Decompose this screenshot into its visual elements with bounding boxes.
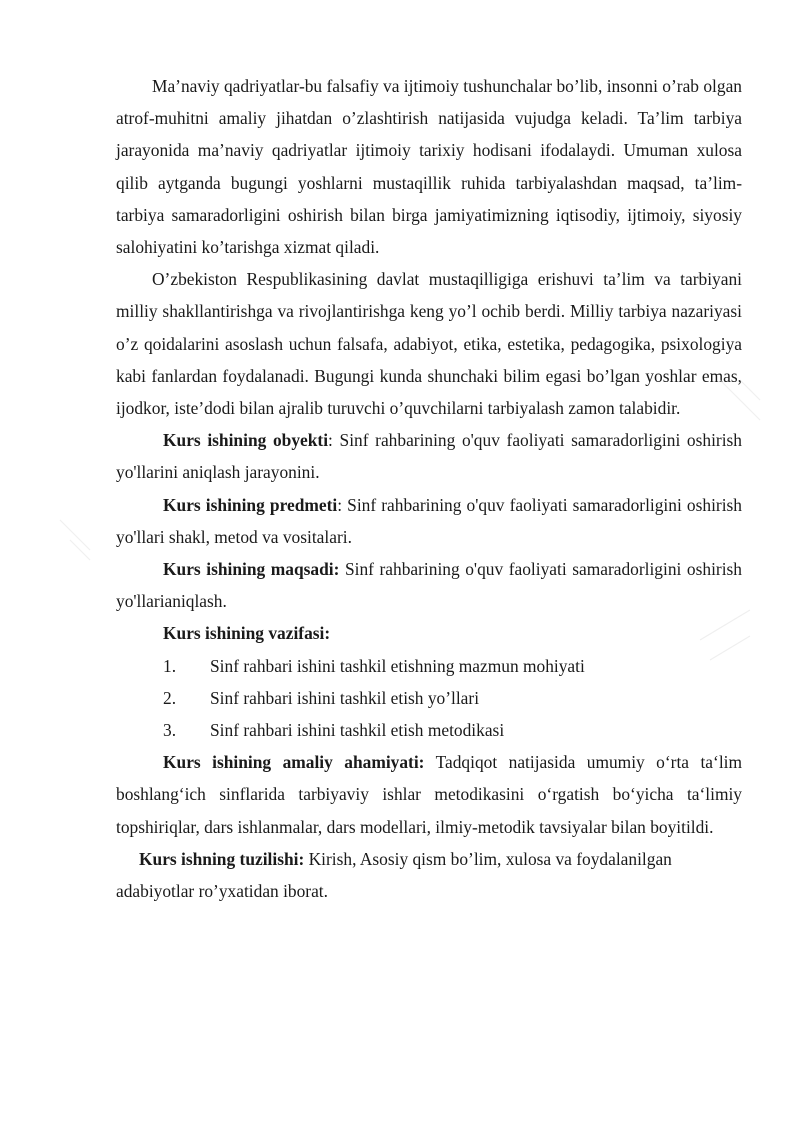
list-item-text: Sinf rahbari ishini tashkil etish yo’llari bbox=[210, 687, 480, 708]
paragraph-spiritual-values: Ma’naviy qadriyatlar-bu falsafiy va ijtimoiy tushunchalar bo’lib, insonni o’rab olgan atrof-muhitni amaliy jihatdan o’zlashtirish natijasida vujudga keladi. Ta’lim tarbiya jarayonida ma’naviy qadriyatlar ijtimoiy tarixiy hodisani ifodalaydi. Umuman xulosa qilib aytganda bugungi yoshlarni mustaqillik ruhida tarbiyalashdan maqsad, ta’lim-tarbiya samaradorligini oshirish bilan birga jamiyatimizning iqtisodiy, ijtimoiy, siyosiy salohiyatini ko’tarishga xizmat qiladi. bbox=[116, 76, 742, 258]
practical-significance-text: Tadqiqot natijasida umumiy o‘rta ta‘lim boshlang‘ich sinflarida tarbiyaviy ishlar metodikasini o‘rgatish bo‘yicha ta‘limiy topshiriqlar, dars ishlanmalar, dars modellari, ilmiy-metodik tavsiyalar bilan boyitildi. bbox=[116, 752, 743, 837]
research-goal-text: Sinf rahbarining o'quv faoliyati samaradorligini oshirish yo'llarianiqlash. bbox=[116, 559, 742, 612]
work-structure-label: Kurs ishning tuzilishi: bbox=[139, 848, 305, 869]
list-item bbox=[116, 682, 742, 714]
paragraph-independence: O’zbekiston Respublikasining davlat mustaqilligiga erishuvi ta’lim va tarbiyani milliy shakllantirishga va rivojlantirishga keng yo’l ochib berdi. Milliy tarbiya nazariyasi o’z qoidalarini asoslash uchun falsafa, adabiyot, etika, estetika, pedagogika, psixologiya kabi fanlardan foydalanadi. Bugungi kunda shunchaki bilim egasi bo’lgan yoshlar emas, ijodkor, iste’dodi bilan ajralib turuvchi o’quvchilarni tarbiyalash zamon talabidir. bbox=[116, 269, 742, 419]
list-item bbox=[116, 714, 742, 746]
research-goal-label: Kurs ishining maqsadi: bbox=[163, 559, 340, 580]
practical-significance bbox=[116, 746, 742, 843]
work-structure bbox=[116, 843, 742, 907]
document-page bbox=[116, 70, 742, 907]
list-item-text: Sinf rahbari ishini tashkil etishning mazmun mohiyati bbox=[210, 655, 585, 676]
research-subject-text: : Sinf rahbarining o'quv faoliyati samaradorligini oshirish yo'llari shakl, metod va vositalari. bbox=[116, 494, 742, 547]
list-item-number: 3. bbox=[163, 720, 177, 741]
research-object-text: : Sinf rahbarining o'quv faoliyati samaradorligini oshirish yo'llarini aniqlash jarayonini. bbox=[116, 430, 742, 483]
practical-significance-label: Kurs ishining amaliy ahamiyati: bbox=[163, 752, 425, 773]
research-goal bbox=[116, 553, 742, 617]
tasks-heading: Kurs ishining vazifasi: bbox=[163, 623, 331, 644]
list-item-number: 1. bbox=[163, 655, 177, 676]
list-item bbox=[116, 650, 742, 682]
list-item-number: 2. bbox=[163, 687, 177, 708]
research-subject-label: Kurs ishining predmeti bbox=[163, 494, 338, 515]
research-object-label: Kurs ishining obyekti bbox=[163, 430, 329, 451]
research-object bbox=[116, 424, 742, 488]
list-item-text: Sinf rahbari ishini tashkil etish metodikasi bbox=[210, 720, 505, 741]
research-subject bbox=[116, 489, 742, 553]
work-structure-text: Kirish, Asosiy qism bo’lim, xulosa va foydalanilgan adabiyotlar ro’yxatidan iborat. bbox=[116, 848, 672, 902]
